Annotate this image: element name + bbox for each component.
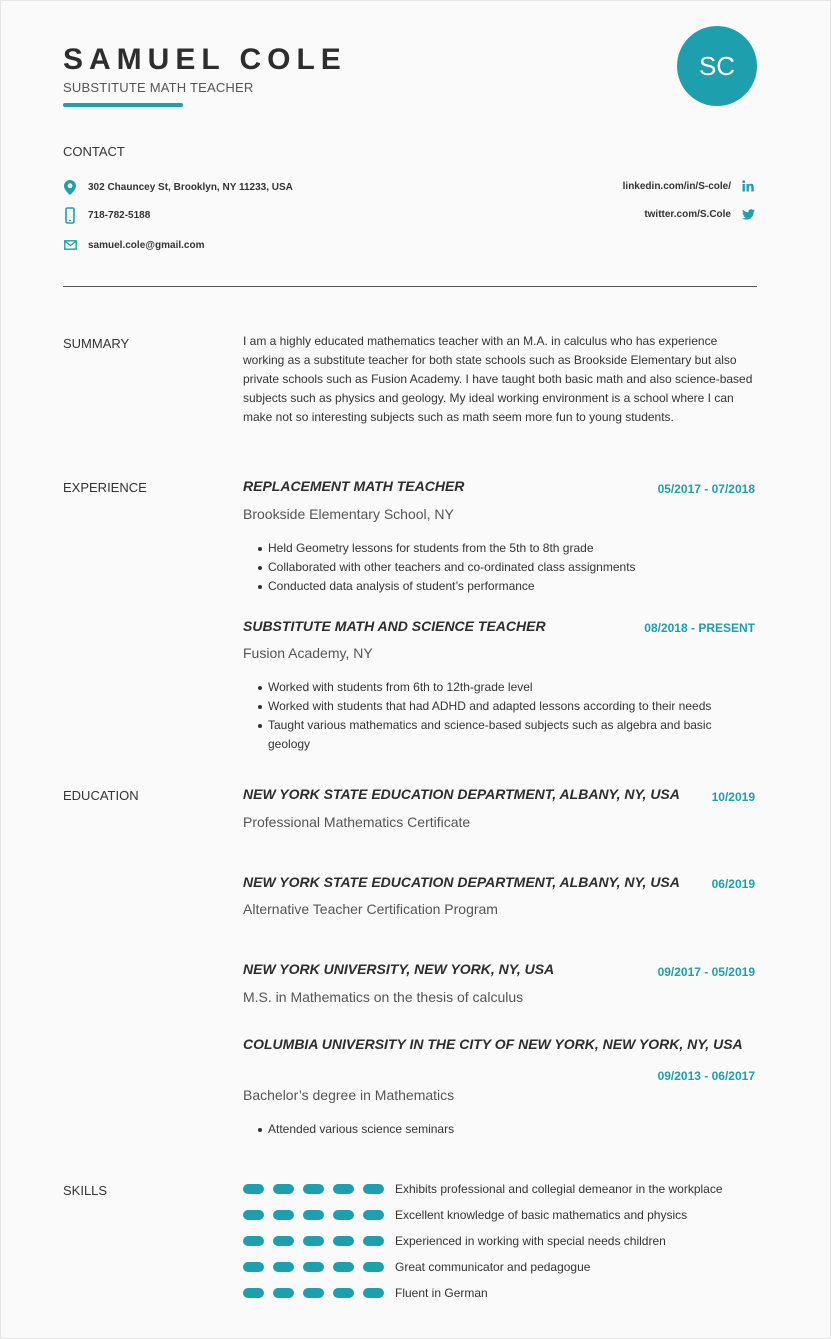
skill-level-pill xyxy=(333,1288,354,1298)
address-text: 302 Chauncey St, Brooklyn, NY 11233, USA xyxy=(88,181,293,193)
skill-level-pill xyxy=(243,1184,264,1194)
summary-label: SUMMARY xyxy=(63,336,130,351)
experience-label: EXPERIENCE xyxy=(63,480,147,495)
skill-level-pill xyxy=(363,1184,384,1194)
skill-row xyxy=(243,1286,488,1300)
experience-bullets xyxy=(256,539,746,596)
summary-text: I am a highly educated mathematics teacher with an M.A. in calculus who has experience working as a substitute teacher for both state schools such as Brookside Elementary but also private schools such as Fusion Academy. I have taught both basic math and also science-based subjects such as physics and geology. My ideal working environment is a school where I can make not so interesting subjects such as math seem more fun to young students. xyxy=(243,334,753,424)
skill-level-pill xyxy=(243,1288,264,1298)
title-underline xyxy=(63,103,183,107)
skill-level-pill xyxy=(363,1288,384,1298)
education-date: 10/2019 xyxy=(711,790,755,804)
contact-email xyxy=(63,237,204,253)
education-label: EDUCATION xyxy=(63,788,139,803)
skill-level-meter xyxy=(243,1210,393,1220)
education-date: 06/2019 xyxy=(711,877,755,891)
skill-row xyxy=(243,1182,723,1196)
skill-level-pill xyxy=(363,1262,384,1272)
header-divider xyxy=(63,286,757,287)
skill-level-pill xyxy=(303,1262,324,1272)
skill-level-pill xyxy=(333,1262,354,1272)
skill-level-pill xyxy=(273,1236,294,1246)
skill-level-pill xyxy=(333,1236,354,1246)
skill-level-pill xyxy=(333,1184,354,1194)
email-icon xyxy=(63,237,77,253)
skill-level-pill xyxy=(303,1236,324,1246)
contact-twitter xyxy=(644,207,755,221)
skill-name: Fluent in German xyxy=(395,1286,488,1300)
education-org: M.S. in Mathematics on the thesis of calculus xyxy=(243,989,524,1005)
bullet-item: Attended various science seminars xyxy=(256,1120,746,1139)
skill-name: Excellent knowledge of basic mathematics and physics xyxy=(395,1208,688,1222)
skill-level-pill xyxy=(243,1262,264,1272)
candidate-name: SAMUEL COLE xyxy=(63,43,347,76)
education-title: NEW YORK STATE EDUCATION DEPARTMENT, ALBANY, NY, USA xyxy=(243,786,680,802)
skill-level-pill xyxy=(363,1236,384,1246)
skill-level-meter xyxy=(243,1236,393,1246)
skill-level-pill xyxy=(243,1236,264,1246)
skill-level-pill xyxy=(273,1184,294,1194)
skill-row xyxy=(243,1234,666,1248)
location-pin-icon xyxy=(63,179,77,195)
job-title: SUBSTITUTE MATH TEACHER xyxy=(63,80,254,95)
bullet-item: Worked with students from 6th to 12th-grade level xyxy=(256,678,746,697)
skill-level-pill xyxy=(273,1262,294,1272)
education-org: Professional Mathematics Certificate xyxy=(243,814,471,830)
skill-level-pill xyxy=(273,1210,294,1220)
skill-level-pill xyxy=(243,1210,264,1220)
skill-level-pill xyxy=(303,1210,324,1220)
skills-label: SKILLS xyxy=(63,1183,108,1198)
email-text[interactable]: samuel.cole@gmail.com xyxy=(88,239,205,251)
experience-date: 05/2017 - 07/2018 xyxy=(657,482,755,496)
education-org: Bachelor’s degree in Mathematics xyxy=(243,1087,455,1103)
experience-title: REPLACEMENT MATH TEACHER xyxy=(243,478,465,494)
skill-name: Experienced in working with special needs children xyxy=(395,1234,666,1248)
contact-address xyxy=(63,179,293,195)
twitter-text[interactable]: twitter.com/S.Cole xyxy=(644,208,731,220)
skill-level-pill xyxy=(303,1184,324,1194)
education-title: NEW YORK STATE EDUCATION DEPARTMENT, ALBANY, NY, USA xyxy=(243,874,680,890)
skill-level-meter xyxy=(243,1184,393,1194)
bullet-item: Collaborated with other teachers and co-ordinated class assignments xyxy=(256,558,746,577)
avatar: SC xyxy=(677,26,757,106)
experience-org: Fusion Academy, NY xyxy=(243,645,373,661)
experience-bullets xyxy=(256,678,746,754)
education-org: Alternative Teacher Certification Program xyxy=(243,901,498,917)
education-date: 09/2017 - 05/2019 xyxy=(657,965,755,979)
bullet-item: Held Geometry lessons for students from the 5th to 8th grade xyxy=(256,539,746,558)
experience-org: Brookside Elementary School, NY xyxy=(243,506,454,522)
linkedin-text[interactable]: linkedin.com/in/S-cole/ xyxy=(622,180,731,192)
education-title: NEW YORK UNIVERSITY, NEW YORK, NY, USA xyxy=(243,961,555,977)
skill-level-meter xyxy=(243,1288,393,1298)
education-title: COLUMBIA UNIVERSITY IN THE CITY OF NEW YORK, NEW YORK, NY, USA xyxy=(243,1036,743,1052)
skill-level-meter xyxy=(243,1262,393,1272)
contact-phone xyxy=(63,207,150,223)
contact-linkedin xyxy=(623,179,755,193)
bullet-item: Worked with students that had ADHD and adapted lessons according to their needs xyxy=(256,697,746,716)
skill-name: Great communicator and pedagogue xyxy=(395,1260,591,1274)
experience-title: SUBSTITUTE MATH AND SCIENCE TEACHER xyxy=(243,618,546,634)
twitter-icon xyxy=(741,207,755,221)
bullet-item: Taught various mathematics and science-based subjects such as algebra and basic geology xyxy=(256,716,746,754)
education-bullets xyxy=(256,1120,746,1139)
bullet-item: Conducted data analysis of student’s performance xyxy=(256,577,746,596)
skill-level-pill xyxy=(303,1288,324,1298)
phone-icon xyxy=(63,207,77,223)
skill-level-pill xyxy=(333,1210,354,1220)
skill-level-pill xyxy=(273,1288,294,1298)
contact-heading: CONTACT xyxy=(63,144,125,159)
education-date: 09/2013 - 06/2017 xyxy=(657,1069,755,1083)
linkedin-icon xyxy=(741,179,755,193)
skill-row xyxy=(243,1260,590,1274)
skill-name: Exhibits professional and collegial demeanor in the workplace xyxy=(395,1182,723,1196)
phone-text: 718-782-5188 xyxy=(88,209,151,221)
experience-date: 08/2018 - PRESENT xyxy=(644,621,755,635)
skill-level-pill xyxy=(363,1210,384,1220)
skill-row xyxy=(243,1208,687,1222)
